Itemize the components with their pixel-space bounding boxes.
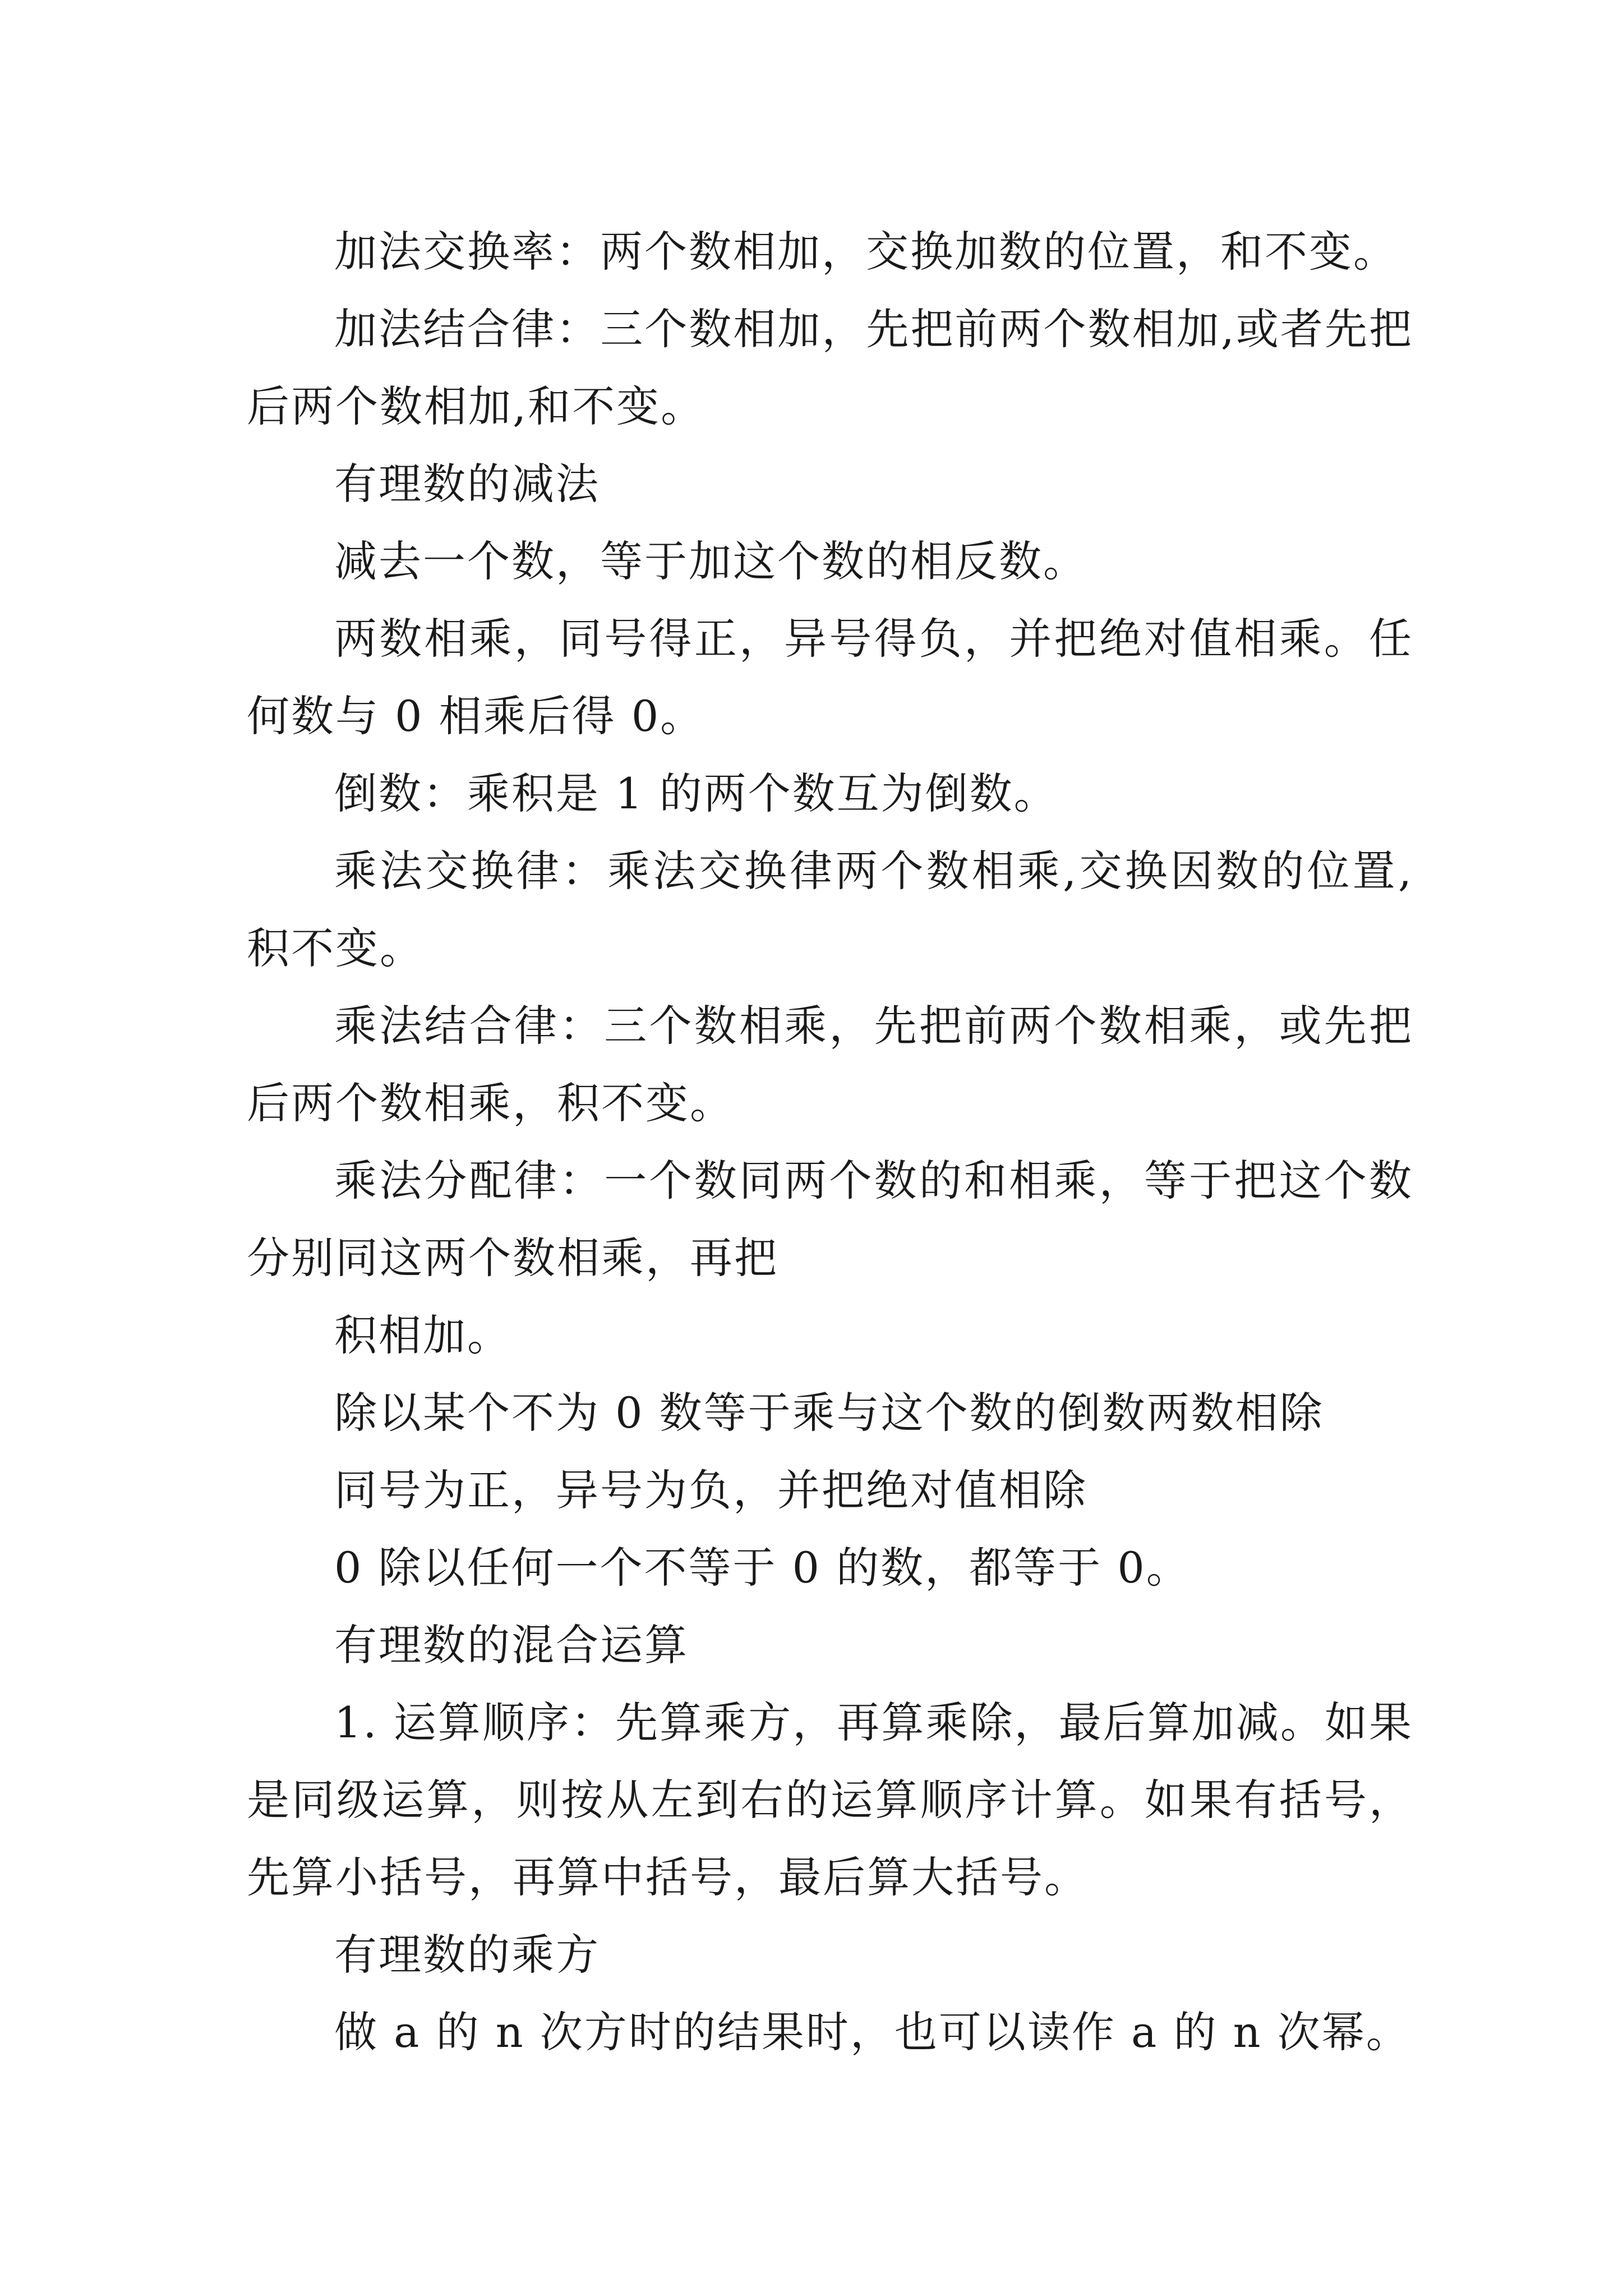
paragraph-multiplication-associative: 乘法结合律：三个数相乘，先把前两个数相乘，或先把后两个数相乘，积不变。 — [247, 1001, 1413, 1128]
paragraph-zero-division: 0 除以任何一个不等于 0 的数，都等于 0。 — [334, 1543, 1191, 1593]
paragraph-operation-order: 1. 运算顺序：先算乘方，再算乘除，最后算加减。如果是同级运算，则按从左到右的运算顺序计算。如果有括号，先算小括号，再算中括号，最后算大括号。 — [247, 1697, 1413, 1902]
paragraph-subtraction-rule: 减去一个数，等于加这个数的相反数。 — [334, 536, 1087, 586]
heading-exponentiation: 有理数的乘方 — [334, 1930, 600, 1980]
paragraph-addition-associative: 加法结合律：三个数相加，先把前两个数相加,或者先把后两个数相加,和不变。 — [247, 304, 1413, 431]
paragraph-multiplication-commutative: 乘法交换律：乘法交换律两个数相乘,交换因数的位置,积不变。 — [247, 846, 1413, 973]
heading-subtraction: 有理数的减法 — [334, 459, 600, 509]
paragraph-division-sign-rule: 同号为正，异号为负，并把绝对值相除 — [334, 1465, 1087, 1515]
document-body — [247, 213, 1413, 2071]
paragraph-addition-commutative: 加法交换率：两个数相加，交换加数的位置，和不变。 — [334, 227, 1398, 277]
heading-mixed-operations: 有理数的混合运算 — [334, 1620, 689, 1670]
paragraph-multiplication-distributive: 乘法分配律：一个数同两个数的和相乘，等于把这个数分别同这两个数相乘，再把 — [247, 1156, 1413, 1283]
paragraph-division-rule: 除以某个不为 0 数等于乘与这个数的倒数两数相除 — [334, 1388, 1324, 1438]
paragraph-power-definition: 做 a 的 n 次方时的结果时，也可以读作 a 的 n 次幂。 — [334, 2007, 1410, 2057]
paragraph-multiplication-sign-rule: 两数相乘，同号得正，异号得负，并把绝对值相乘。任何数与 0 相乘后得 0。 — [247, 614, 1413, 741]
paragraph-distributive-continuation: 积相加。 — [334, 1310, 511, 1360]
paragraph-reciprocal: 倒数：乘积是 1 的两个数互为倒数。 — [334, 769, 1058, 818]
